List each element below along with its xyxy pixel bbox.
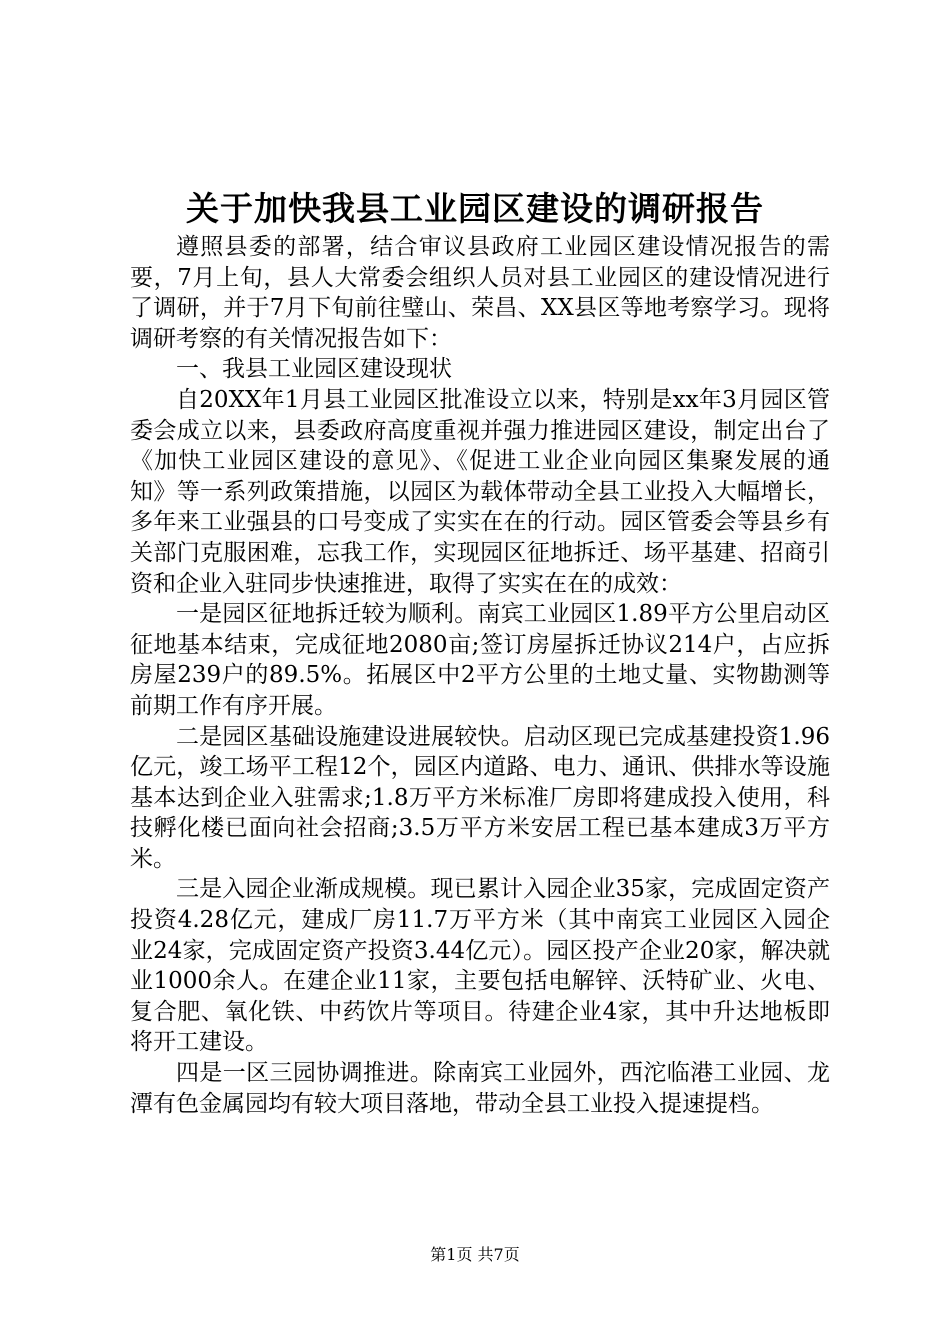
- paragraph-point-2: 二是园区基础设施建设进展较快。启动区现已完成基建投资1.96亿元，竣工场平工程12个，园区内道路、电力、通讯、供排水等设施基本达到企业入驻需求;1.8万平方米标准厂房即将建成投入使用，科技孵化楼已面向社会招商;3.5万平方米安居工程已基本建成3万平方米。: [130, 723, 830, 872]
- paragraph-intro: 遵照县委的部署，结合审议县政府工业园区建设情况报告的需要，7月上旬，县人大常委会组织人员对县工业园区的建设情况进行了调研，并于7月下旬前往璧山、荣昌、XX县区等地考察学习。现将调研考察的有关情况报告如下：: [130, 234, 830, 352]
- paragraph-point-3: 三是入园企业渐成规模。现已累计入园企业35家，完成固定资产投资4.28亿元，建成厂房11.7万平方米（其中南宾工业园区入园企业24家，完成固定资产投资3.44亿元）。园区投产企业20家，解决就业1000余人。在建企业11家，主要包括电解锌、沃特矿业、火电、复合肥、氧化铁、中药饮片等项目。待建企业4家，其中升达地板即将开工建设。: [130, 876, 830, 1056]
- section-heading-1: 一、我县工业园区建设现状: [176, 356, 452, 383]
- paragraph-overview: 自20XX年1月县工业园区批准设立以来，特别是xx年3月园区管委会成立以来，县委政府高度重视并强力推进园区建设，制定出台了《加快工业园区建设的意见》、《促进工业企业向园区集聚发展的通知》等一系列政策措施，以园区为载体带动全县工业投入大幅增长，多年来工业强县的口号变成了实实在在的行动。园区管委会等县乡有关部门克服困难，忘我工作，实现园区征地拆迁、场平基建、招商引资和企业入驻同步快速推进，取得了实实在在的成效：: [130, 386, 830, 597]
- document-body: [130, 232, 830, 1119]
- page-number-footer: 第1页 共7页: [430, 1245, 520, 1264]
- paragraph-point-1: 一是园区征地拆迁较为顺利。南宾工业园区1.89平方公里启动区征地基本结束，完成征地2080亩;签订房屋拆迁协议214户，占应拆房屋239户的89.5%。拓展区中2平方公里的土地丈量、实物勘测等前期工作有序开展。: [130, 601, 830, 719]
- document-title: 关于加快我县工业园区建设的调研报告: [186, 189, 764, 228]
- paragraph-point-4: 四是一区三园协调推进。除南宾工业园外，西沱临港工业园、龙潭有色金属园均有较大项目落地，带动全县工业投入提速提档。: [130, 1060, 830, 1117]
